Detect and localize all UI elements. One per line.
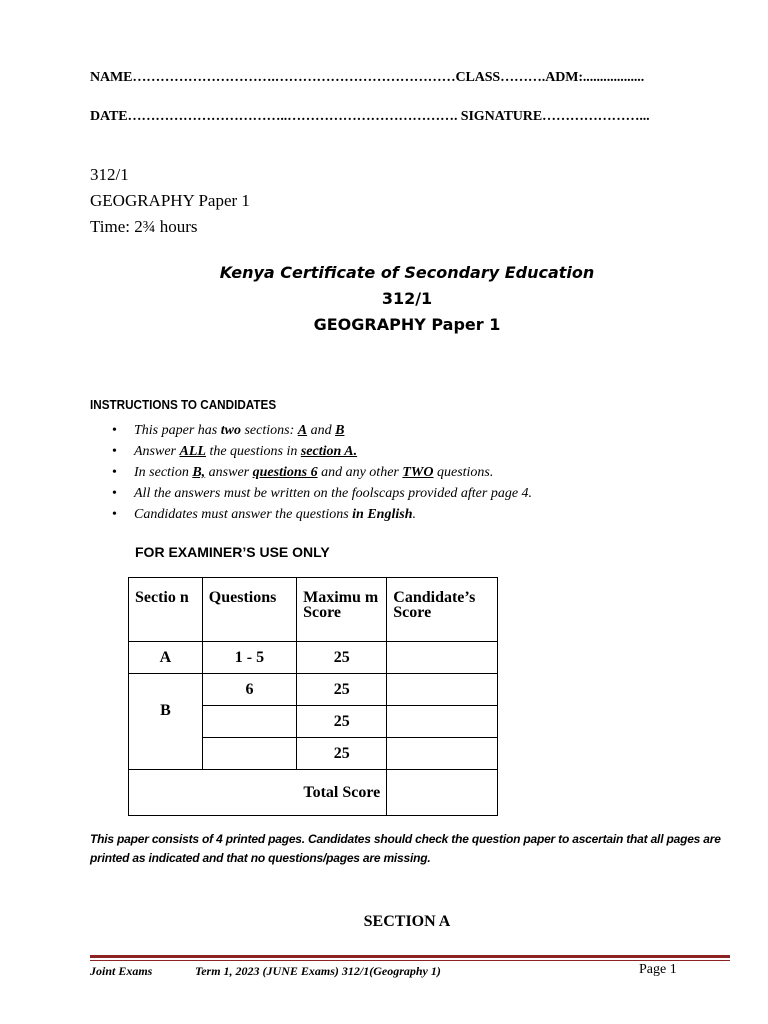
bullet-icon: • [112, 423, 117, 438]
instruction-item: • Answer ALL the questions in section A. [90, 441, 730, 462]
date-signature-line: DATE……………………………..………………………………. SIGNATURE…………………... [90, 109, 650, 124]
bullet-icon: • [112, 486, 117, 501]
header-questions: Questions [202, 578, 296, 642]
total-row [129, 770, 498, 816]
exam-title: GEOGRAPHY Paper 1 [313, 315, 501, 334]
table-row [129, 674, 498, 706]
instructions-title: INSTRUCTIONS TO CANDIDATES [90, 397, 277, 412]
questions-cell[interactable] [202, 706, 296, 738]
candidate-score-cell[interactable] [387, 706, 498, 738]
total-score-label: Total Score [129, 770, 387, 816]
exam-title-block [46, 260, 768, 338]
pages-note: This paper consists of 4 printed pages. Candidates should check the question paper to ascertain that all pages are printed as indicated and that no questions/pages are missing. [90, 832, 721, 865]
name-class-adm-line: NAME………………………….…………………………………CLASS……….ADM:.................. [90, 70, 645, 85]
questions-cell: 1 - 5 [202, 642, 296, 674]
bullet-icon: • [112, 444, 117, 459]
section-cell: B [129, 674, 203, 770]
max-score-cell: 25 [297, 642, 387, 674]
total-score-cell[interactable] [387, 770, 498, 816]
exam-board: Kenya Certificate of Secondary Education [219, 263, 595, 282]
bullet-icon: • [112, 507, 117, 522]
exam-code: 312/1 [381, 289, 433, 308]
paper-title: GEOGRAPHY Paper 1 [90, 191, 250, 210]
instruction-item: • Candidates must answer the questions in English. [90, 504, 730, 525]
questions-cell: 6 [202, 674, 296, 706]
paper-time: Time: 2¾ hours [90, 217, 198, 236]
questions-cell[interactable] [202, 738, 296, 770]
score-table [128, 577, 498, 816]
candidate-score-cell[interactable] [387, 642, 498, 674]
table-header-row [129, 578, 498, 642]
max-score-cell: 25 [297, 674, 387, 706]
header-max-score: Maximu m Score [297, 578, 387, 642]
header-section: Sectio n [129, 578, 203, 642]
paper-code: 312/1 [90, 165, 129, 184]
paper-info [90, 162, 250, 240]
candidate-score-cell[interactable] [387, 674, 498, 706]
max-score-cell: 25 [297, 706, 387, 738]
instruction-item: • This paper has two sections: A and B [90, 420, 730, 441]
header-candidate-score: Candidate’s Score [387, 578, 498, 642]
instructions-list [90, 420, 730, 525]
examiner-use-title: FOR EXAMINER’S USE ONLY [135, 544, 330, 560]
section-a-heading: SECTION A [363, 913, 451, 930]
footer-left: Joint Exams [90, 964, 153, 978]
page-number: Page 1 [639, 962, 677, 977]
table-row [129, 642, 498, 674]
footer-center: Term 1, 2023 (JUNE Exams) 312/1(Geography 1) [195, 964, 441, 978]
bullet-icon: • [112, 465, 117, 480]
section-cell: A [129, 642, 203, 674]
max-score-cell: 25 [297, 738, 387, 770]
instruction-item: • All the answers must be written on the foolscaps provided after page 4. [90, 483, 730, 504]
instruction-item: • In section B, answer questions 6 and any other TWO questions. [90, 462, 730, 483]
footer-rule-thin [90, 960, 730, 961]
footer-rule [90, 955, 730, 958]
candidate-score-cell[interactable] [387, 738, 498, 770]
